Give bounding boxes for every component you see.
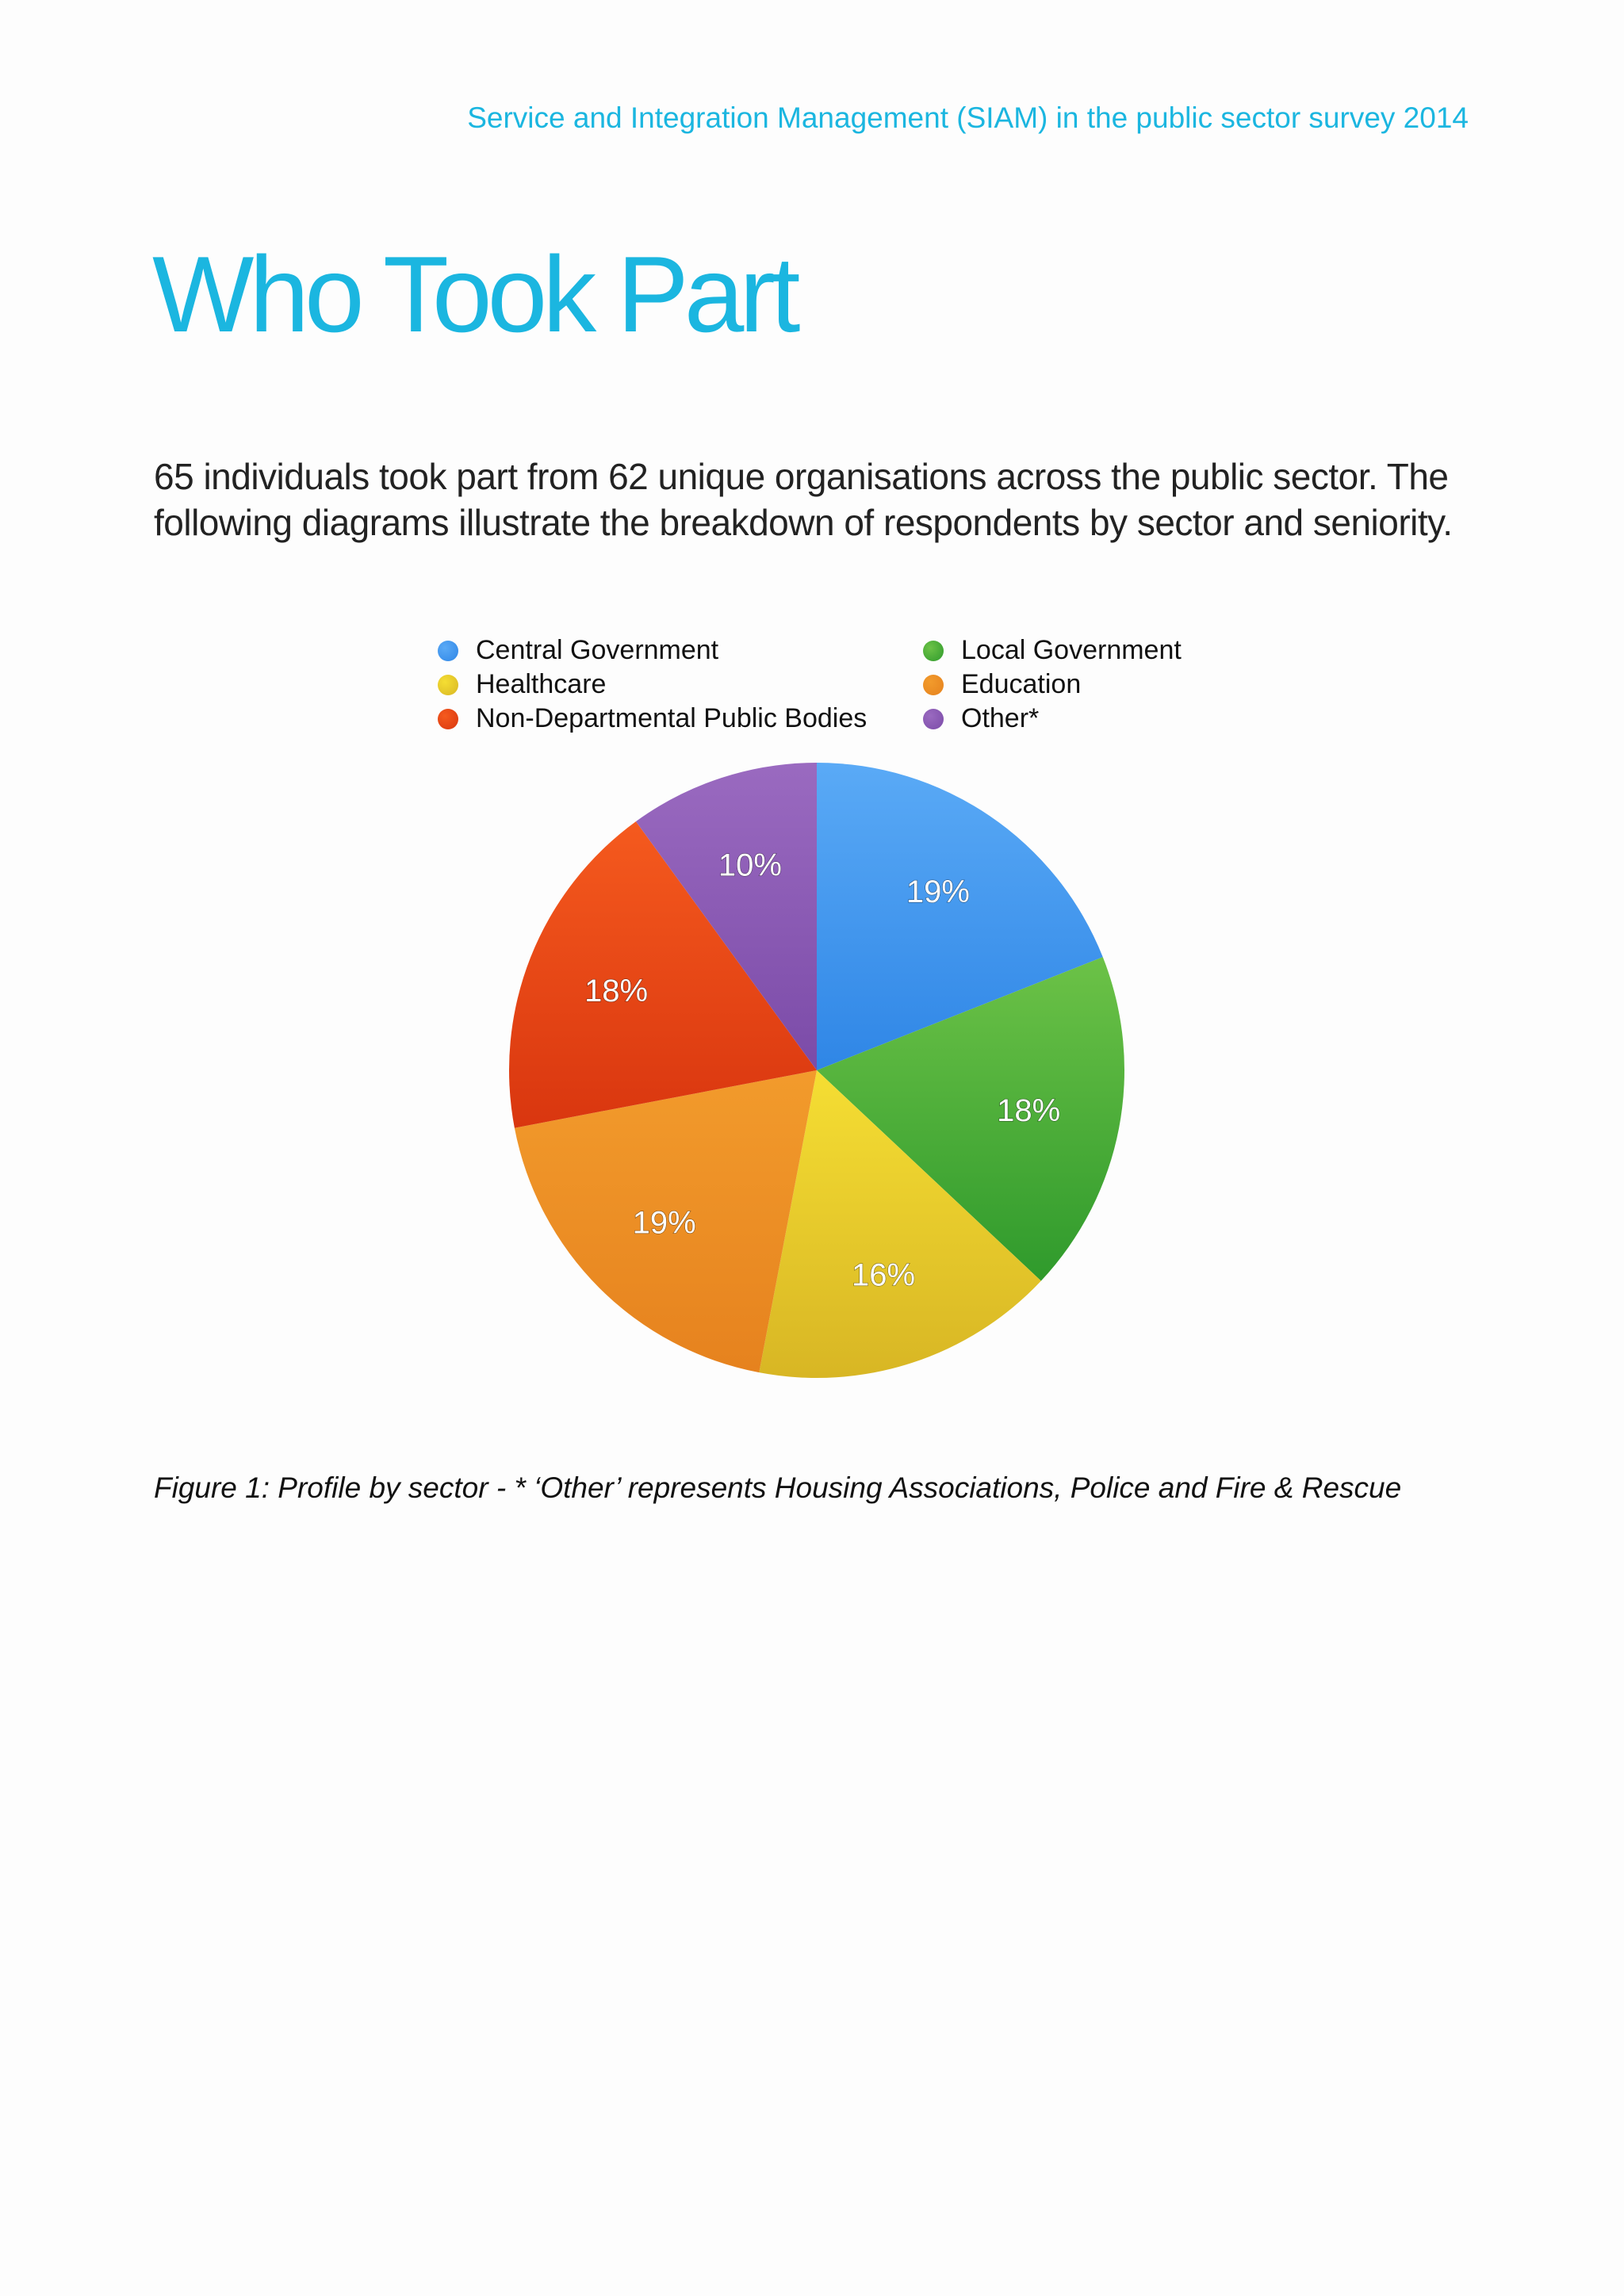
legend-label: Other* <box>961 703 1040 733</box>
legend-label: Central Government <box>476 635 719 665</box>
legend-item-local-government <box>923 634 1231 667</box>
intro-paragraph: 65 individuals took part from 62 unique organisations across the public sector. The following diagrams illustrate the breakdown of respondents by sector and seniority. <box>154 456 1453 543</box>
legend-item-education <box>923 668 1231 701</box>
legend-swatch <box>438 709 458 729</box>
legend-item-other <box>923 702 1231 735</box>
pie-chart <box>492 745 1142 1395</box>
slice-data-label: 19% <box>632 1205 696 1241</box>
chart-legend <box>438 634 1231 735</box>
slice-data-label: 19% <box>906 874 970 910</box>
legend-swatch <box>438 641 458 661</box>
legend-swatch <box>438 675 458 695</box>
legend-swatch <box>923 709 944 729</box>
slice-data-label: 18% <box>584 973 649 1008</box>
legend-label: Non-Departmental Public Bodies <box>476 703 868 733</box>
figure-caption: Figure 1: Profile by sector - * ‘Other’ represents Housing Associations, Police and Fire & Rescue <box>154 1471 1402 1504</box>
page-title: Who Took Part <box>152 234 796 354</box>
slice-data-label: 16% <box>852 1257 916 1293</box>
slice-data-label: 18% <box>997 1093 1061 1128</box>
legend-swatch <box>923 675 944 695</box>
legend-item-non-departmental-public-bodies <box>438 702 923 735</box>
legend-label: Healthcare <box>476 669 607 699</box>
legend-label: Education <box>961 669 1082 699</box>
legend-item-healthcare <box>438 668 923 701</box>
slice-data-label: 10% <box>718 848 782 883</box>
running-header: Service and Integration Management (SIAM) in the public sector survey 2014 <box>467 101 1469 134</box>
legend-label: Local Government <box>961 635 1182 665</box>
legend-swatch <box>923 641 944 661</box>
legend-item-central-government <box>438 634 923 667</box>
